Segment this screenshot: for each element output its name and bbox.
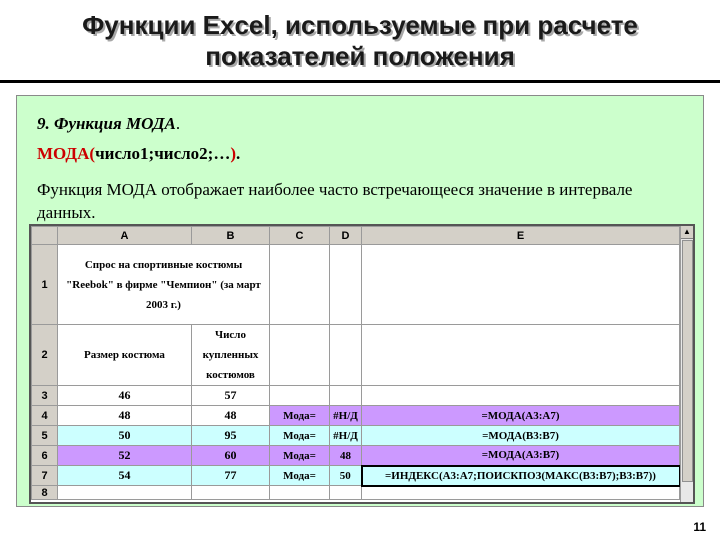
slide-title-line2: показателей положения [205, 41, 515, 71]
select-all-corner[interactable] [32, 227, 58, 245]
row-header-1[interactable]: 1 [32, 245, 58, 325]
cell-c3[interactable] [270, 386, 330, 406]
column-header-e[interactable]: E [362, 227, 680, 245]
scrollbar-thumb[interactable] [682, 240, 693, 482]
cell-b3[interactable]: 57 [192, 386, 270, 406]
row-header-5[interactable]: 5 [32, 426, 58, 446]
cell-a4[interactable]: 48 [58, 406, 192, 426]
cell-b7[interactable]: 77 [192, 466, 270, 486]
column-header-c[interactable]: C [270, 227, 330, 245]
cell-d2[interactable] [330, 325, 362, 386]
cell-e2[interactable] [362, 325, 680, 386]
cell-c7[interactable]: Мода= [270, 466, 330, 486]
cell-a8[interactable] [58, 486, 192, 500]
cell-c8[interactable] [270, 486, 330, 500]
row-header-2[interactable]: 2 [32, 325, 58, 386]
cell-a2[interactable]: Размер костюма [58, 325, 192, 386]
spreadsheet-grid [31, 226, 681, 500]
cell-c2[interactable] [270, 325, 330, 386]
cell-e4[interactable]: =МОДА(A3:A7) [362, 406, 680, 426]
cell-d1[interactable] [330, 245, 362, 325]
scroll-up-arrow-icon[interactable]: ▲ [681, 226, 693, 239]
cell-e3[interactable] [362, 386, 680, 406]
cell-d6[interactable]: 48 [330, 446, 362, 466]
column-header-a[interactable]: A [58, 227, 192, 245]
content-panel [16, 95, 704, 507]
vertical-scrollbar[interactable] [680, 226, 693, 502]
cell-c5[interactable]: Мода= [270, 426, 330, 446]
row-header-3[interactable]: 3 [32, 386, 58, 406]
cell-b6[interactable]: 60 [192, 446, 270, 466]
spreadsheet [29, 224, 695, 504]
cell-b8[interactable] [192, 486, 270, 500]
cell-d7[interactable]: 50 [330, 466, 362, 486]
cell-b4[interactable]: 48 [192, 406, 270, 426]
cell-e8[interactable] [362, 486, 680, 500]
cell-e1[interactable] [362, 245, 680, 325]
cell-e6[interactable]: =МОДА(A3:B7) [362, 446, 680, 466]
cell-d3[interactable] [330, 386, 362, 406]
page-number: 11 [693, 520, 706, 534]
slide-title-line1: Функции Excel, используемые при расчете [82, 10, 638, 40]
column-header-b[interactable]: B [192, 227, 270, 245]
cell-c1[interactable] [270, 245, 330, 325]
function-syntax: МОДА(число1;число2;…). [37, 144, 241, 163]
cell-a3[interactable]: 46 [58, 386, 192, 406]
row-header-8[interactable]: 8 [32, 486, 58, 500]
title-divider [0, 80, 720, 83]
cell-a1[interactable]: Спрос на спортивные костюмы "Reebok" в фирме "Чемпион" (за март 2003 г.) [58, 245, 270, 325]
cell-c4[interactable]: Мода= [270, 406, 330, 426]
cell-d4[interactable]: #Н/Д [330, 406, 362, 426]
row-header-7[interactable]: 7 [32, 466, 58, 486]
cell-e5[interactable]: =МОДА(B3:B7) [362, 426, 680, 446]
cell-b5[interactable]: 95 [192, 426, 270, 446]
function-heading: 9. Функция МОДА. [37, 114, 181, 133]
cell-a7[interactable]: 54 [58, 466, 192, 486]
slide-title [0, 10, 720, 72]
cell-d8[interactable] [330, 486, 362, 500]
cell-d5[interactable]: #Н/Д [330, 426, 362, 446]
column-header-d[interactable]: D [330, 227, 362, 245]
row-header-6[interactable]: 6 [32, 446, 58, 466]
cell-c6[interactable]: Мода= [270, 446, 330, 466]
cell-a5[interactable]: 50 [58, 426, 192, 446]
cell-b2[interactable]: Число купленных костюмов [192, 325, 270, 386]
cell-e7[interactable]: =ИНДЕКС(A3:A7;ПОИСКПОЗ(МАКС(B3:B7);B3:B7)) [362, 466, 680, 486]
cell-a6[interactable]: 52 [58, 446, 192, 466]
row-header-4[interactable]: 4 [32, 406, 58, 426]
function-description: Функция МОДА отображает наиболее часто встречающееся значение в интервале данных. [37, 180, 633, 222]
